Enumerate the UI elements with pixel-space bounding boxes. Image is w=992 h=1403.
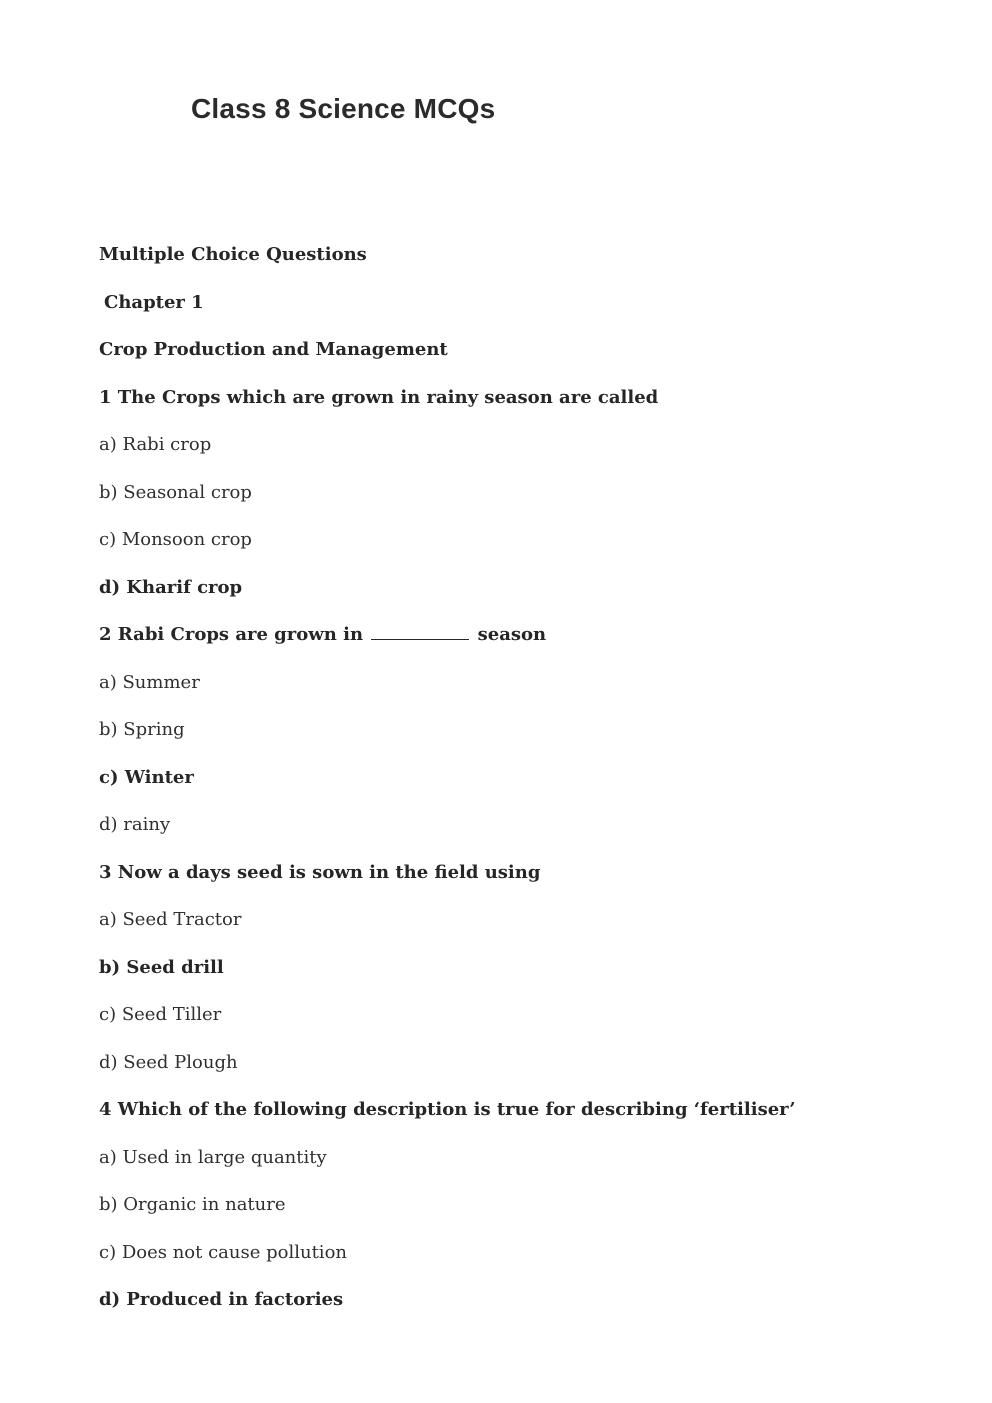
question-3-option-b-answer: b) Seed drill	[99, 957, 224, 978]
question-2-option-a: a) Summer	[99, 672, 200, 693]
question-2-option-d: d) rainy	[99, 814, 171, 835]
fill-in-blank	[371, 623, 469, 640]
question-4: 4 Which of the following description is true for describing ‘fertiliser’	[99, 1099, 796, 1120]
question-2-text-end: season	[477, 624, 547, 645]
question-2	[99, 623, 546, 647]
section-heading: Multiple Choice Questions	[99, 244, 367, 265]
question-2-option-c-answer: c) Winter	[99, 767, 194, 788]
question-1-option-a: a) Rabi crop	[99, 434, 212, 455]
question-4-option-a: a) Used in large quantity	[99, 1147, 327, 1168]
question-2-text-start: 2 Rabi Crops are grown in	[99, 624, 364, 645]
question-1-option-d-answer: d) Kharif crop	[99, 577, 243, 598]
question-3-option-d: d) Seed Plough	[99, 1052, 238, 1073]
question-2-option-b: b) Spring	[99, 719, 185, 740]
question-4-option-c: c) Does not cause pollution	[99, 1242, 347, 1263]
question-4-option-d-answer: d) Produced in factories	[99, 1289, 344, 1310]
question-1-option-b: b) Seasonal crop	[99, 482, 252, 503]
question-1-option-c: c) Monsoon crop	[99, 529, 252, 550]
page-title: Class 8 Science MCQs	[191, 93, 496, 124]
question-1: 1 The Crops which are grown in rainy season are called	[99, 387, 659, 408]
question-3-option-c: c) Seed Tiller	[99, 1004, 222, 1025]
chapter-title: Crop Production and Management	[99, 339, 448, 360]
chapter-label: Chapter 1	[104, 292, 204, 313]
question-3-option-a: a) Seed Tractor	[99, 909, 242, 930]
question-4-option-b: b) Organic in nature	[99, 1194, 286, 1215]
question-3: 3 Now a days seed is sown in the field using	[99, 862, 541, 883]
